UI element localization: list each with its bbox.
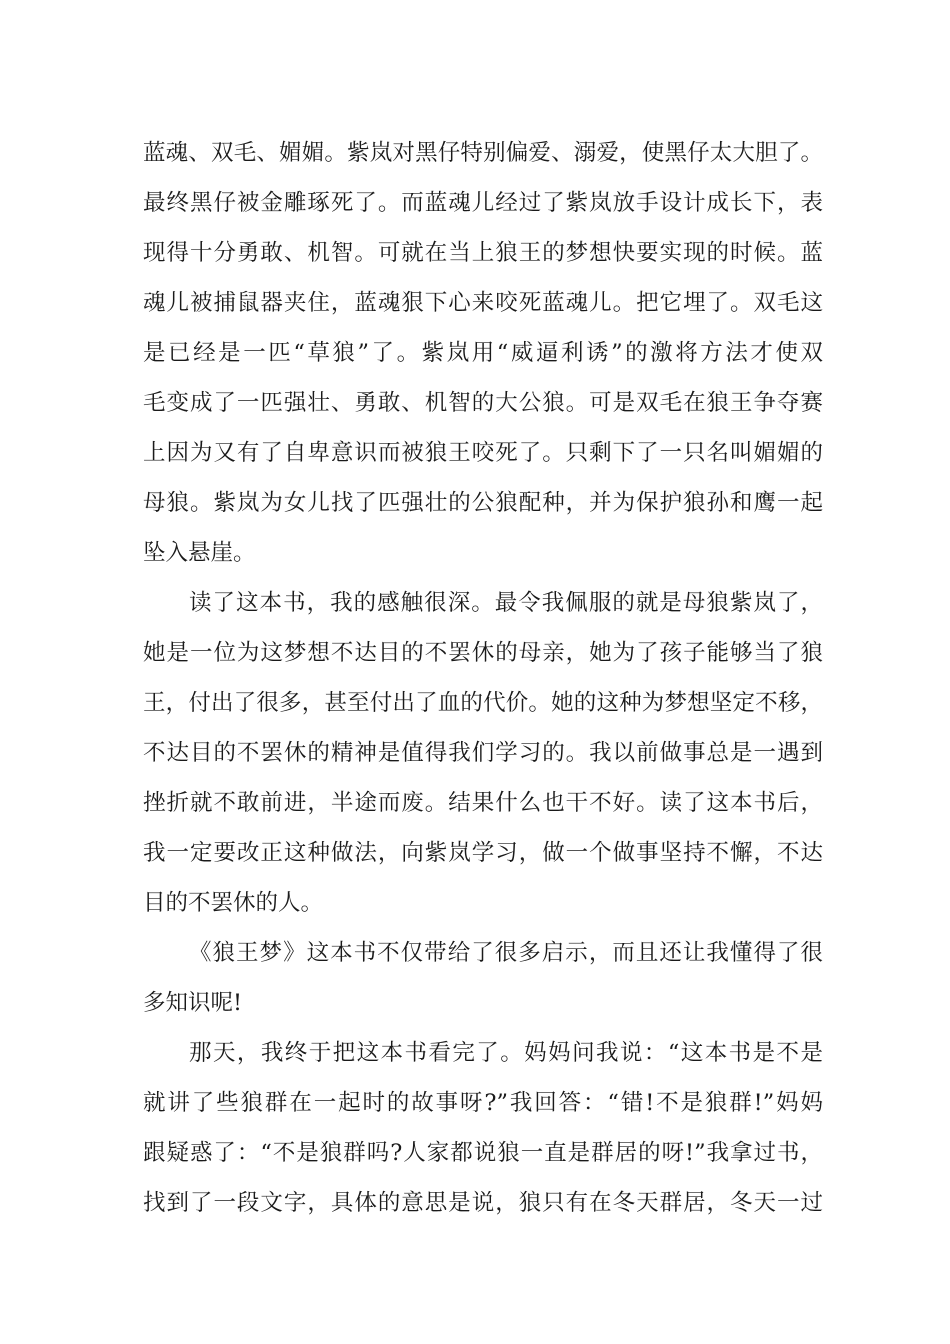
text-line: 多知识呢!	[143, 990, 243, 1016]
text-line: 上因为又有了自卑意识而被狼王咬死了。只剩下了一只名叫媚媚的	[143, 440, 823, 466]
text-line: 读了这本书，我的感触很深。最令我佩服的就是母狼紫岚了，	[189, 590, 823, 616]
text-line: 挫折就不敢前进，半途而废。结果什么也干不好。读了这本书后，	[143, 790, 823, 816]
text-line: 最终黑仔被金雕琢死了。而蓝魂儿经过了紫岚放手设计成长下，表	[143, 190, 823, 216]
text-line: 毛变成了一匹强壮、勇敢、机智的大公狼。可是双毛在狼王争夺赛	[143, 390, 823, 416]
text-line: 不达目的不罢休的精神是值得我们学习的。我以前做事总是一遇到	[143, 740, 823, 766]
text-line: 母狼。紫岚为女儿找了匹强壮的公狼配种，并为保护狼孙和鹰一起	[143, 490, 823, 516]
text-line: 魂儿被捕鼠器夹住，蓝魂狠下心来咬死蓝魂儿。把它埋了。双毛这	[143, 290, 823, 316]
text-line: 我一定要改正这种做法，向紫岚学习，做一个做事坚持不懈，不达	[143, 840, 823, 866]
body-text	[143, 128, 823, 1228]
text-line: 找到了一段文字，具体的意思是说，狼只有在冬天群居，冬天一过	[143, 1190, 823, 1216]
text-line: 她是一位为这梦想不达目的不罢休的母亲，她为了孩子能够当了狼	[143, 640, 823, 666]
text-line: 跟疑惑了：“不是狼群吗?人家都说狼一直是群居的呀!”我拿过书，	[143, 1140, 823, 1166]
text-line: 《狼王梦》这本书不仅带给了很多启示，而且还让我懂得了很	[189, 940, 823, 966]
text-line: 现得十分勇敢、机智。可就在当上狼王的梦想快要实现的时候。蓝	[143, 240, 823, 266]
text-line: 就讲了些狼群在一起时的故事呀?”我回答：“错!不是狼群!”妈妈	[143, 1090, 823, 1116]
text-line: 是已经是一匹“草狼”了。紫岚用“威逼利诱”的激将方法才使双	[143, 340, 823, 366]
text-line: 坠入悬崖。	[143, 540, 256, 566]
text-line: 王，付出了很多，甚至付出了血的代价。她的这种为梦想坚定不移，	[143, 690, 823, 716]
text-line: 蓝魂、双毛、媚媚。紫岚对黑仔特别偏爱、溺爱，使黑仔太大胆了。	[143, 140, 823, 166]
text-line: 那天，我终于把这本书看完了。妈妈问我说：“这本书是不是	[189, 1040, 823, 1066]
text-line: 目的不罢休的人。	[143, 890, 324, 916]
